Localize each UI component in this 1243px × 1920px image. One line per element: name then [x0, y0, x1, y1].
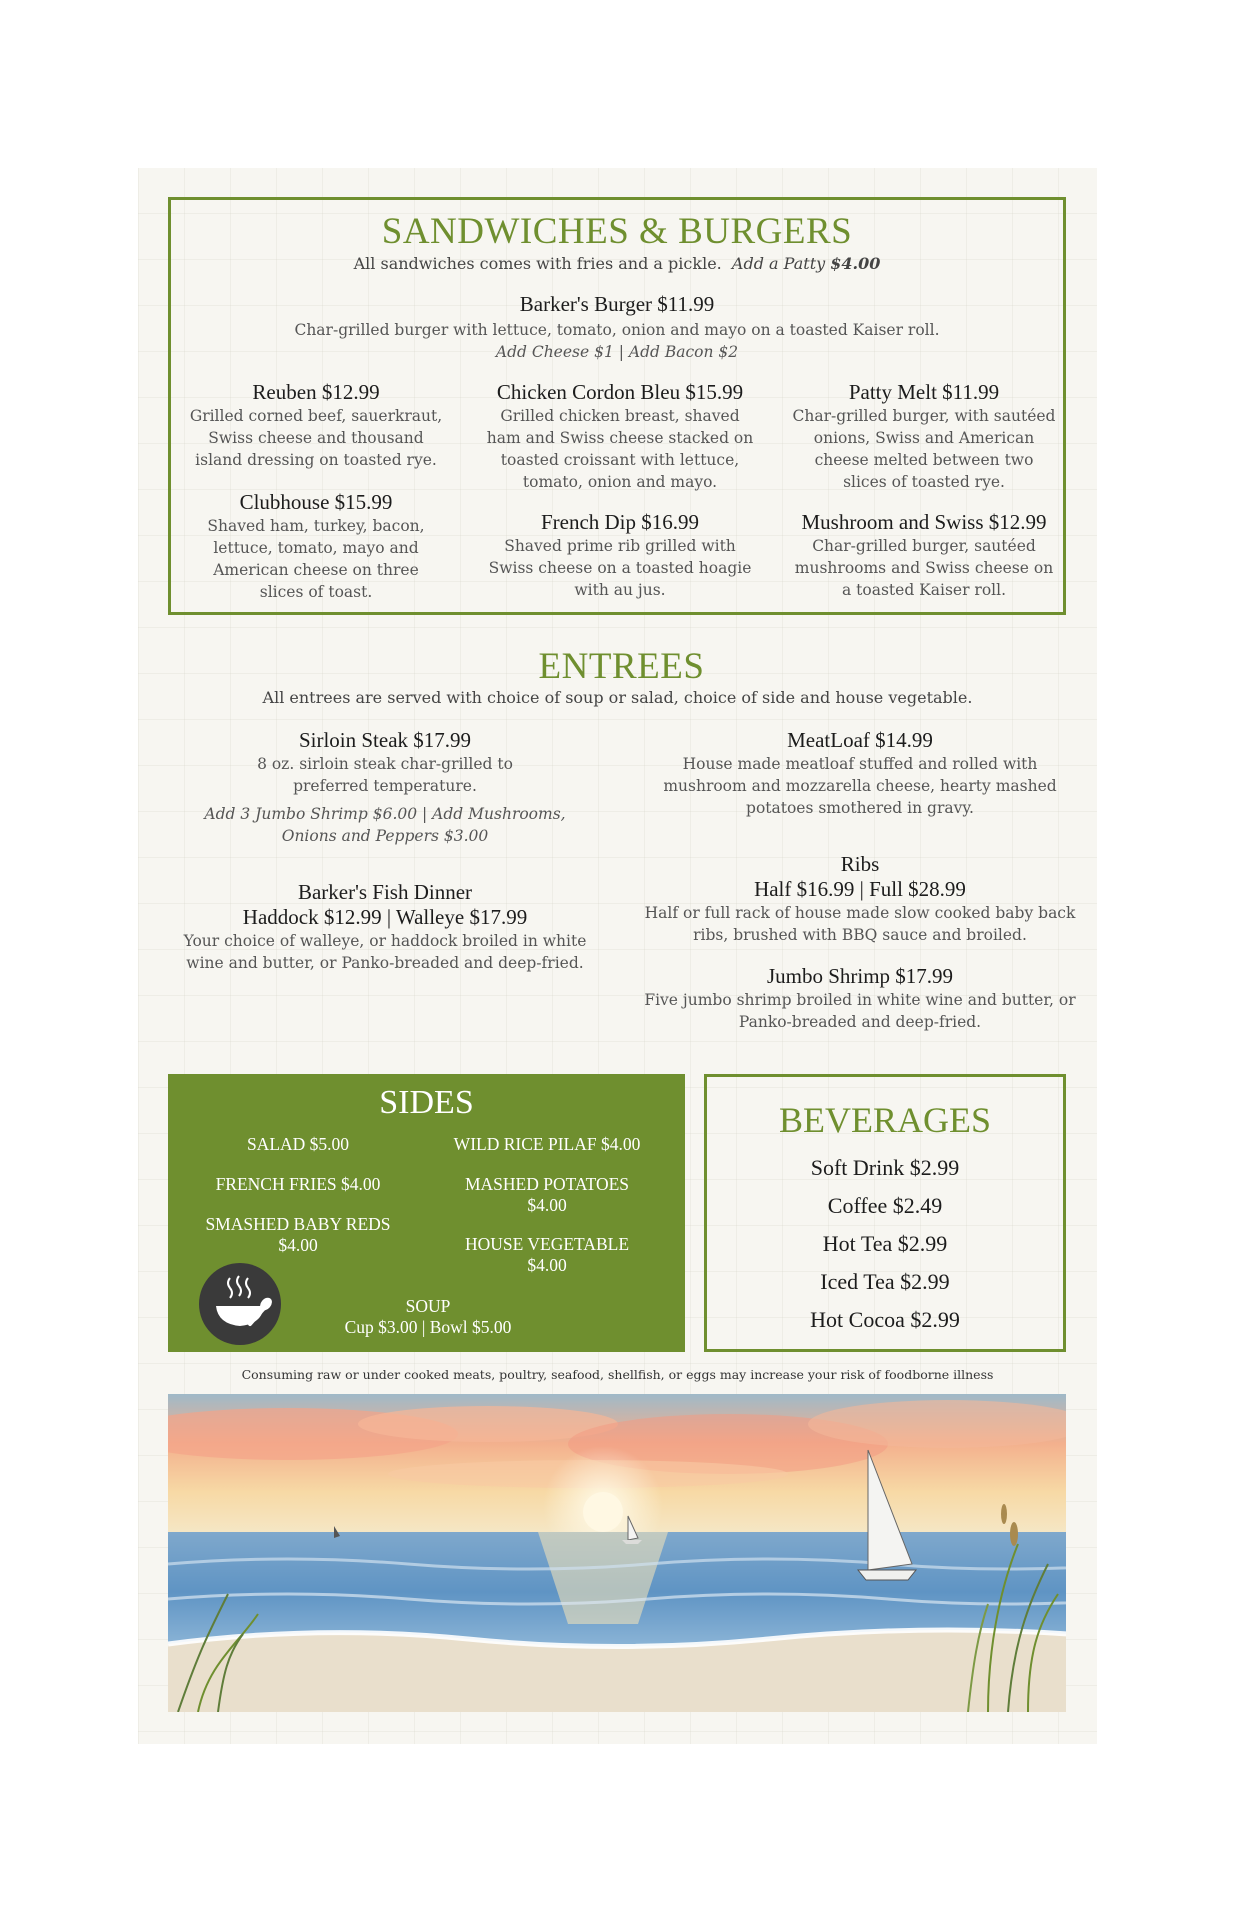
menu-item-desc: Your choice of walleye, or haddock broiled in white wine and butter, or Panko-breaded and deep-fried. [183, 932, 587, 972]
menu-item-prices: Haddock $12.99 | Walleye $17.99 [242, 905, 528, 929]
sides-heading: SIDES [379, 1084, 474, 1121]
beverage-item: Iced Tea $2.99 [820, 1269, 950, 1294]
entree-meatloaf [650, 728, 1070, 819]
menu-item [791, 380, 1057, 493]
menu-item-desc: Char-grilled burger, with sautéed onions, Swiss and American cheese melted between two slices of toasted rye. [792, 407, 1056, 491]
entree-shrimp [640, 964, 1080, 1033]
entrees-subtitle: All entrees are served with choice of soup or salad, choice of side and house vegetable. [262, 688, 973, 707]
beverage-item: Hot Tea $2.99 [822, 1231, 948, 1256]
menu-item-title: MeatLoaf $14.99 [787, 728, 933, 752]
menu-item-title: Jumbo Shrimp $17.99 [766, 964, 954, 988]
menu-item-desc: Shaved prime rib grilled with Swiss cheese on a toasted hoagie with au jus. [488, 537, 752, 599]
beverages-heading: BEVERAGES [778, 1100, 991, 1140]
side-item-salad: SALAD $5.00 [246, 1134, 350, 1154]
menu-item [201, 490, 431, 603]
beverage-item: Coffee $2.49 [827, 1193, 943, 1218]
sandwiches-addon-label: Add a Patty [731, 254, 826, 273]
beach-scene-graphic [168, 1394, 1066, 1712]
menu-item-prices: Half $16.99 | Full $28.99 [754, 877, 966, 901]
side-item-reds [188, 1214, 408, 1256]
menu-item-title: Barker's Fish Dinner [297, 880, 473, 904]
menu-item-title: French Dip $16.99 [540, 510, 700, 534]
food-safety-notice: Consuming raw or under cooked meats, poultry, seafood, shellfish, or eggs may increase your risk of foodborne illness [241, 1367, 994, 1382]
menu-item-title: Ribs [840, 852, 880, 876]
side-item-veg-label: HOUSE VEGETABLE [464, 1234, 630, 1254]
beach-sunset-illustration [168, 1394, 1066, 1712]
sandwiches-heading: SANDWICHES & BURGERS [381, 211, 853, 252]
menu-item [485, 380, 755, 493]
menu-item [485, 510, 755, 601]
menu-item [185, 380, 447, 471]
sides-panel [168, 1074, 685, 1352]
featured-item-title: Barker's Burger $11.99 [519, 292, 715, 316]
side-item-wild-rice: WILD RICE PILAF $4.00 [453, 1134, 641, 1154]
entree-fish [170, 880, 600, 974]
sandwiches-subtitle-text: All sandwiches comes with fries and a pickle. [353, 254, 722, 273]
side-item-soup-prices: Cup $3.00 | Bowl $5.00 [344, 1317, 512, 1337]
menu-item-desc: Grilled chicken breast, shaved ham and Swiss cheese stacked on toasted croissant with lettuce, tomato, onion and mayo. [486, 407, 754, 491]
side-item-veg-price: $4.00 [527, 1255, 567, 1275]
beverage-item: Hot Cocoa $2.99 [810, 1307, 960, 1332]
sandwiches-section [168, 197, 1066, 615]
menu-item-desc: Shaved ham, turkey, bacon, lettuce, tomato, mayo and American cheese on three slices of toast. [207, 517, 425, 601]
menu-item-title: Chicken Cordon Bleu $15.99 [496, 380, 744, 404]
menu-item-title: Patty Melt $11.99 [848, 380, 1000, 404]
side-item-soup-label: SOUP [405, 1296, 451, 1316]
side-item-fries: FRENCH FRIES $4.00 [215, 1174, 381, 1194]
side-item-reds-label: SMASHED BABY REDS [205, 1214, 391, 1234]
featured-item-addons: Add Cheese $1 | Add Bacon $2 [495, 343, 739, 361]
menu-item-desc: Five jumbo shrimp broiled in white wine and butter, or Panko-breaded and deep-fried. [644, 991, 1076, 1031]
side-item-reds-price: $4.00 [278, 1235, 318, 1255]
beverages-panel [704, 1074, 1066, 1352]
beverage-item: Soft Drink $2.99 [810, 1155, 960, 1180]
menu-item-title: Mushroom and Swiss $12.99 [801, 510, 1047, 534]
menu-item-desc: House made meatloaf stuffed and rolled with mushroom and mozzarella cheese, hearty mashed potatoes smothered in gravy. [663, 755, 1057, 817]
sandwiches-subtitle [171, 254, 1063, 273]
menu-item-desc: Half or full rack of house made slow cooked baby back ribs, brushed with BBQ sauce and broiled. [644, 904, 1076, 944]
menu-item-addons: Add 3 Jumbo Shrimp $6.00 | Add Mushrooms, Onions and Peppers $3.00 [204, 805, 566, 845]
menu-item-desc: Grilled corned beef, sauerkraut, Swiss cheese and thousand island dressing on toasted rye. [189, 407, 443, 469]
menu-item [789, 510, 1059, 601]
entree-sirloin [180, 728, 590, 847]
menu-item-title: Sirloin Steak $17.99 [298, 728, 472, 752]
side-item-soup [288, 1296, 568, 1338]
side-item-mashed-label: MASHED POTATOES [464, 1174, 630, 1194]
menu-item-desc: Char-grilled burger, sautéed mushrooms and Swiss cheese on a toasted Kaiser roll. [794, 537, 1054, 599]
featured-item [171, 292, 1063, 363]
sandwiches-addon-price: $4.00 [830, 254, 881, 273]
menu-item-title: Reuben $12.99 [252, 380, 380, 404]
menu-item-title: Clubhouse $15.99 [239, 490, 393, 514]
entree-ribs [640, 852, 1080, 946]
side-item-mashed-price: $4.00 [527, 1195, 567, 1215]
side-item-mashed [432, 1174, 662, 1216]
soup-bowl-icon [198, 1262, 282, 1346]
featured-item-desc: Char-grilled burger with lettuce, tomato, onion and mayo on a toasted Kaiser roll. [294, 321, 940, 339]
entrees-heading: ENTREES [538, 646, 705, 687]
side-item-veg [432, 1234, 662, 1276]
menu-item-desc: 8 oz. sirloin steak char-grilled to preferred temperature. [257, 755, 513, 795]
